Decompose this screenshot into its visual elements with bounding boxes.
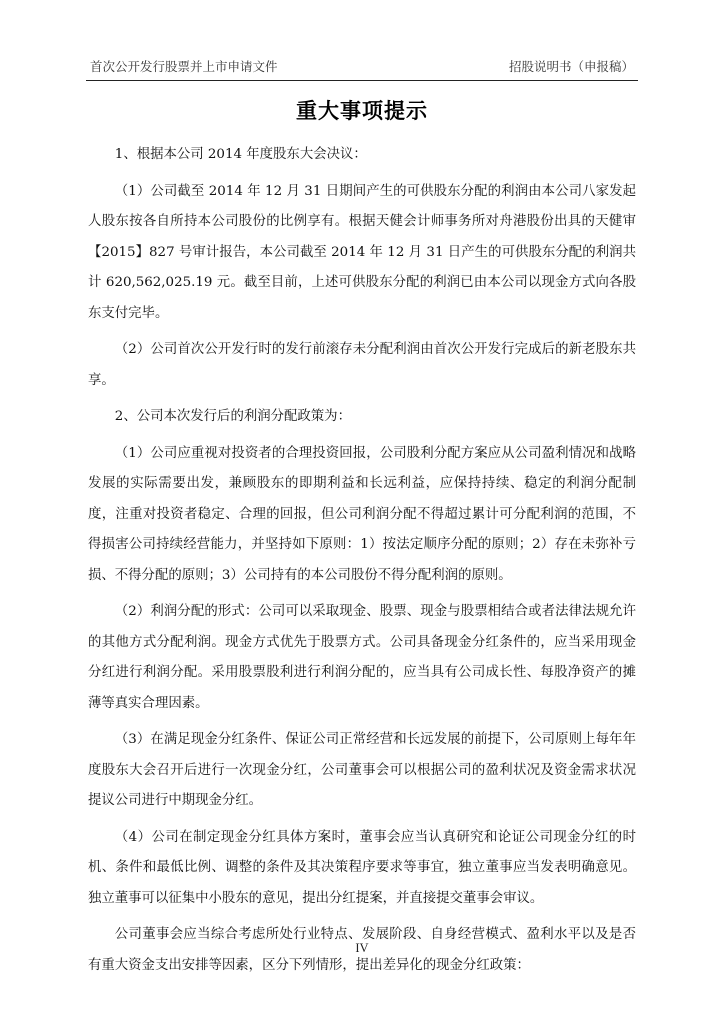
paragraph: 1、根据本公司 2014 年度股东大会决议： [114, 147, 367, 162]
header-document-title: 首次公开发行股票并上市申请文件 [90, 59, 278, 74]
paragraph: 2、公司本次发行后的利润分配政策为： [114, 409, 351, 424]
paragraph: （2）公司首次公开发行时的发行前滚存未分配利润由首次公开发行完成后的新老股东共享。 [88, 342, 636, 388]
paragraph: （3）在满足现金分红条件、保证公司正常经营和长远发展的前提下，公司原则上每年年度股东大会召开后进行一次现金分红，公司董事会可以根据公司的盈利状况及资金需求状况提议公司进行中期现金分红。 [88, 732, 636, 808]
paragraph: （4）公司在制定现金分红具体方案时，董事会应当认真研究和论证公司现金分红的时机、条件和最低比例、调整的条件及其决策程序要求等事宜，独立董事应当发表明确意见。独立董事可以征集中小股东的意见，提出分红提案，并直接提交董事会审议。 [88, 829, 636, 906]
paragraph: （2）利润分配的形式：公司可以采取现金、股票、现金与股票相结合或者法律法规允许的其他方式分配利润。现金方式优先于股票方式。公司具备现金分红条件的，应当采用现金分红进行利润分配。采用股票股利进行利润分配的，应当具有公司成长性、每股净资产的摊薄等真实合理因素。 [88, 604, 636, 711]
page-number: IV [355, 941, 369, 955]
section-title: 重大事项提示 [296, 99, 428, 123]
header-document-type: 招股说明书（申报稿） [508, 59, 634, 74]
document-body [88, 140, 636, 987]
paragraph: 公司董事会应当综合考虑所处行业特点、发展阶段、自身经营模式、盈利水平以及是否有重大资金支出安排等因素，区分下列情形，提出差异化的现金分红政策： [88, 927, 636, 973]
header-divider [86, 80, 638, 81]
page-header [86, 55, 638, 77]
paragraph: （1）公司应重视对投资者的合理投资回报，公司股利分配方案应从公司盈利情况和战略发展的实际需要出发，兼顾股东的即期利益和长远利益，应保持持续、稳定的利润分配制度，注重对投资者稳定、合理的回报，但公司利润分配不得超过累计可分配利润的范围，不得损害公司持续经营能力，并坚持如下原则：1）按法定顺序分配的原则；2）存在未弥补亏损、不得分配的原则；3）公司持有的本公司股份不得分配利润的原则。 [88, 445, 636, 583]
paragraph: （1）公司截至 2014 年 12 月 31 日期间产生的可供股东分配的利润由本公司八家发起人股东按各自所持本公司股份的比例享有。根据天健会计师事务所对舟港股份出具的天健审【2015】827 号审计报告，本公司截至 2014 年 12 月 31 日产生的可供股东分配的利润共计 620,562,025.19 元。截至目前，上述可供股东分配的利润已由本公司以现金方式向各股东支付完毕。 [88, 183, 636, 321]
